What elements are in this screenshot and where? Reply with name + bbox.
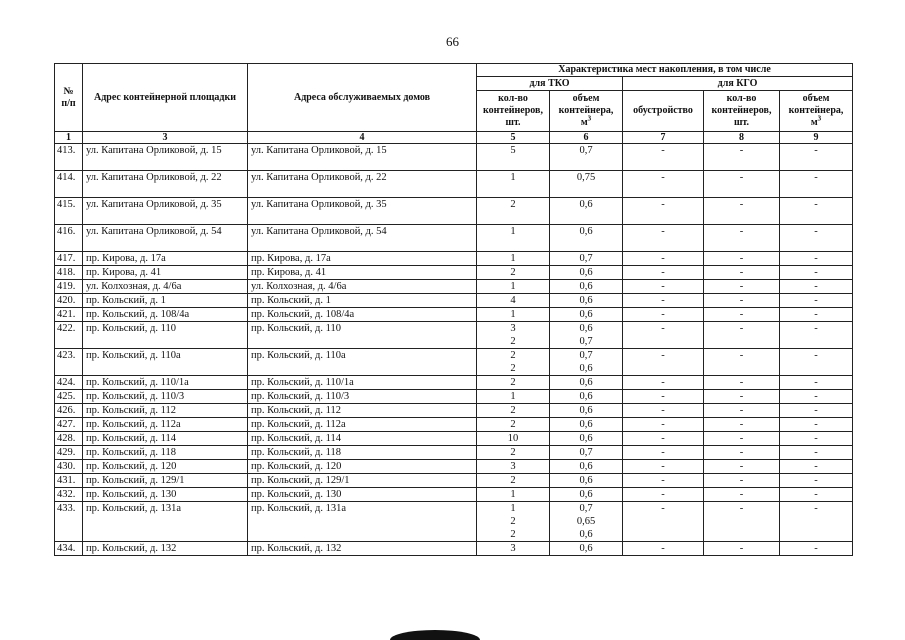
table-row <box>55 432 853 446</box>
site-address: пр. Кольский, д. 110а <box>83 349 248 376</box>
site-address: пр. Кольский, д. 112а <box>83 418 248 432</box>
kgo-count: - <box>704 474 780 488</box>
row-number: 434. <box>55 542 83 556</box>
row-number: 430. <box>55 460 83 474</box>
equipment: - <box>623 266 704 280</box>
table-row <box>55 198 853 225</box>
kgo-volume: - <box>780 252 853 266</box>
tko-volume-cell <box>550 308 623 322</box>
kgo-volume: - <box>780 502 853 542</box>
tko-count: 2 <box>510 267 516 278</box>
tko-volume-cell <box>550 460 623 474</box>
row-number: 424. <box>55 376 83 390</box>
row-number: 428. <box>55 432 83 446</box>
equipment: - <box>623 349 704 376</box>
scan-artifact <box>390 630 480 640</box>
kgo-volume: - <box>780 432 853 446</box>
tko-count-cell <box>477 266 550 280</box>
header-kgo-volume-sup: 3 <box>817 114 822 123</box>
tko-count: 2 <box>510 336 516 347</box>
header-tko-count: кол-во контейнеров, шт. <box>477 91 550 132</box>
tko-count-cell <box>477 404 550 418</box>
tko-volume: 0,6 <box>579 475 593 486</box>
tko-volume: 0,6 <box>579 433 593 444</box>
tko-volume: 0,6 <box>579 489 593 500</box>
tko-volume-cell <box>550 488 623 502</box>
site-address: пр. Кольский, д. 120 <box>83 460 248 474</box>
equipment: - <box>623 418 704 432</box>
row-number: 415. <box>55 198 83 225</box>
site-address: пр. Кирова, д. 41 <box>83 266 248 280</box>
tko-volume: 0,6 <box>579 267 593 278</box>
served-houses: ул. Колхозная, д. 4/6а <box>248 280 477 294</box>
tko-volume: 0,7 <box>579 447 593 458</box>
kgo-count: - <box>704 280 780 294</box>
equipment: - <box>623 322 704 349</box>
kgo-count: - <box>704 446 780 460</box>
tko-volume: 0,6 <box>579 363 593 374</box>
tko-count-cell <box>477 198 550 225</box>
table-row <box>55 404 853 418</box>
tko-volume: 0,7 <box>579 350 593 361</box>
equipment: - <box>623 460 704 474</box>
served-houses: пр. Кольский, д. 112 <box>248 404 477 418</box>
tko-count: 2 <box>510 516 516 527</box>
kgo-count: - <box>704 502 780 542</box>
table-row <box>55 225 853 252</box>
served-houses: пр. Кирова, д. 41 <box>248 266 477 280</box>
served-houses: ул. Капитана Орликовой, д. 54 <box>248 225 477 252</box>
header-tko: для ТКО <box>477 77 623 91</box>
equipment: - <box>623 502 704 542</box>
tko-volume: 0,7 <box>579 503 593 514</box>
equipment: - <box>623 432 704 446</box>
kgo-count: - <box>704 198 780 225</box>
equipment: - <box>623 474 704 488</box>
tko-count-cell <box>477 322 550 349</box>
table-row <box>55 266 853 280</box>
tko-volume-cell <box>550 432 623 446</box>
tko-count: 2 <box>510 363 516 374</box>
kgo-volume: - <box>780 446 853 460</box>
header-num: № п/п <box>55 64 83 132</box>
table-row <box>55 460 853 474</box>
site-address: пр. Кольский, д. 129/1 <box>83 474 248 488</box>
served-houses: ул. Капитана Орликовой, д. 22 <box>248 171 477 198</box>
tko-count-cell <box>477 349 550 376</box>
kgo-count: - <box>704 225 780 252</box>
kgo-volume: - <box>780 349 853 376</box>
tko-count-cell <box>477 225 550 252</box>
kgo-count: - <box>704 460 780 474</box>
table-row <box>55 171 853 198</box>
equipment: - <box>623 390 704 404</box>
served-houses: пр. Кольский, д. 108/4а <box>248 308 477 322</box>
tko-volume-cell <box>550 198 623 225</box>
site-address: пр. Кольский, д. 132 <box>83 542 248 556</box>
table-row <box>55 376 853 390</box>
kgo-count: - <box>704 390 780 404</box>
row-number: 423. <box>55 349 83 376</box>
header-tko-volume-sup: 3 <box>587 114 592 123</box>
kgo-count: - <box>704 294 780 308</box>
table-row <box>55 488 853 502</box>
tko-volume-cell <box>550 390 623 404</box>
served-houses: пр. Кирова, д. 17а <box>248 252 477 266</box>
served-houses: пр. Кольский, д. 110/3 <box>248 390 477 404</box>
row-number: 418. <box>55 266 83 280</box>
colnum: 3 <box>83 132 248 144</box>
kgo-volume: - <box>780 460 853 474</box>
colnum: 6 <box>550 132 623 144</box>
tko-count-cell <box>477 144 550 171</box>
tko-count: 2 <box>510 447 516 458</box>
kgo-volume: - <box>780 294 853 308</box>
row-number: 425. <box>55 390 83 404</box>
site-address: пр. Кольский, д. 131а <box>83 502 248 542</box>
row-number: 419. <box>55 280 83 294</box>
site-address: ул. Капитана Орликовой, д. 35 <box>83 198 248 225</box>
table-body <box>55 144 853 556</box>
kgo-volume: - <box>780 198 853 225</box>
kgo-volume: - <box>780 404 853 418</box>
colnum: 4 <box>248 132 477 144</box>
equipment: - <box>623 404 704 418</box>
tko-volume-cell <box>550 474 623 488</box>
tko-count: 2 <box>510 529 516 540</box>
page-number: 66 <box>446 34 459 49</box>
header-address: Адрес контейнерной площадки <box>83 64 248 132</box>
row-number: 413. <box>55 144 83 171</box>
served-houses: пр. Кольский, д. 129/1 <box>248 474 477 488</box>
tko-volume: 0,6 <box>579 529 593 540</box>
tko-volume-cell <box>550 252 623 266</box>
served-houses: пр. Кольский, д. 114 <box>248 432 477 446</box>
tko-volume: 0,6 <box>579 419 593 430</box>
header-equipment: обустройство <box>623 91 704 132</box>
site-address: пр. Кольский, д. 110/1а <box>83 376 248 390</box>
served-houses: пр. Кольский, д. 110/1а <box>248 376 477 390</box>
tko-count: 2 <box>510 377 516 388</box>
tko-count-cell <box>477 502 550 542</box>
equipment: - <box>623 252 704 266</box>
equipment: - <box>623 376 704 390</box>
equipment: - <box>623 280 704 294</box>
tko-volume-cell <box>550 404 623 418</box>
table-row <box>55 542 853 556</box>
equipment: - <box>623 308 704 322</box>
header-kgo-volume-text: объем контейнера, м <box>788 93 844 128</box>
table-row <box>55 294 853 308</box>
kgo-volume: - <box>780 322 853 349</box>
site-address: пр. Кольский, д. 108/4а <box>83 308 248 322</box>
equipment: - <box>623 446 704 460</box>
site-address: пр. Кольский, д. 110 <box>83 322 248 349</box>
colnum: 7 <box>623 132 704 144</box>
tko-volume: 0,6 <box>579 281 593 292</box>
equipment: - <box>623 488 704 502</box>
row-number: 416. <box>55 225 83 252</box>
colnum: 5 <box>477 132 550 144</box>
tko-count-cell <box>477 432 550 446</box>
kgo-count: - <box>704 322 780 349</box>
kgo-count: - <box>704 308 780 322</box>
tko-count-cell <box>477 171 550 198</box>
row-number: 427. <box>55 418 83 432</box>
kgo-count: - <box>704 404 780 418</box>
table-row <box>55 446 853 460</box>
tko-count-cell <box>477 542 550 556</box>
kgo-volume: - <box>780 474 853 488</box>
tko-volume: 0,7 <box>579 145 593 156</box>
tko-volume: 0,6 <box>579 405 593 416</box>
tko-volume: 0,7 <box>579 253 593 264</box>
row-number: 421. <box>55 308 83 322</box>
tko-volume: 0,75 <box>576 172 596 183</box>
site-address: пр. Кирова, д. 17а <box>83 252 248 266</box>
header-kgo: для КГО <box>623 77 853 91</box>
row-number: 432. <box>55 488 83 502</box>
column-numbers-row <box>55 132 853 144</box>
kgo-count: - <box>704 488 780 502</box>
site-address: пр. Кольский, д. 114 <box>83 432 248 446</box>
row-number: 433. <box>55 502 83 542</box>
tko-volume: 0,6 <box>579 461 593 472</box>
tko-volume-cell <box>550 322 623 349</box>
served-houses: пр. Кольский, д. 118 <box>248 446 477 460</box>
tko-volume: 0,6 <box>579 543 593 554</box>
tko-volume-cell <box>550 225 623 252</box>
equipment: - <box>623 198 704 225</box>
row-number: 414. <box>55 171 83 198</box>
kgo-count: - <box>704 376 780 390</box>
tko-count: 3 <box>510 323 516 334</box>
kgo-volume: - <box>780 171 853 198</box>
tko-volume-cell <box>550 376 623 390</box>
tko-volume: 0,6 <box>579 377 593 388</box>
tko-count: 3 <box>510 543 516 554</box>
tko-count: 2 <box>510 405 516 416</box>
table-row <box>55 349 853 376</box>
header-characteristics: Характеристика мест накопления, в том числе <box>477 64 853 77</box>
tko-count: 1 <box>510 226 516 237</box>
tko-count: 1 <box>510 281 516 292</box>
site-address: пр. Кольский, д. 130 <box>83 488 248 502</box>
tko-volume-cell <box>550 266 623 280</box>
site-address: пр. Кольский, д. 112 <box>83 404 248 418</box>
header-kgo-volume <box>780 91 853 132</box>
header-tko-volume <box>550 91 623 132</box>
row-number: 431. <box>55 474 83 488</box>
tko-count: 1 <box>510 391 516 402</box>
tko-count-cell <box>477 376 550 390</box>
kgo-count: - <box>704 542 780 556</box>
site-address: ул. Капитана Орликовой, д. 15 <box>83 144 248 171</box>
tko-count: 5 <box>510 145 516 156</box>
kgo-volume: - <box>780 542 853 556</box>
colnum: 8 <box>704 132 780 144</box>
kgo-volume: - <box>780 488 853 502</box>
served-houses: ул. Капитана Орликовой, д. 15 <box>248 144 477 171</box>
equipment: - <box>623 225 704 252</box>
tko-count: 2 <box>510 350 516 361</box>
kgo-count: - <box>704 418 780 432</box>
tko-count: 2 <box>510 475 516 486</box>
kgo-count: - <box>704 171 780 198</box>
tko-volume: 0,65 <box>576 516 596 527</box>
kgo-count: - <box>704 252 780 266</box>
tko-volume-cell <box>550 280 623 294</box>
colnum: 1 <box>55 132 83 144</box>
table-row <box>55 502 853 542</box>
kgo-count: - <box>704 266 780 280</box>
tko-count-cell <box>477 460 550 474</box>
header-tko-volume-text: объем контейнера, м <box>558 93 614 128</box>
tko-count: 1 <box>510 489 516 500</box>
kgo-count: - <box>704 144 780 171</box>
kgo-volume: - <box>780 418 853 432</box>
site-address: ул. Капитана Орликовой, д. 54 <box>83 225 248 252</box>
served-houses: ул. Капитана Орликовой, д. 35 <box>248 198 477 225</box>
served-houses: пр. Кольский, д. 112а <box>248 418 477 432</box>
row-number: 417. <box>55 252 83 266</box>
served-houses: пр. Кольский, д. 110а <box>248 349 477 376</box>
site-address: ул. Капитана Орликовой, д. 22 <box>83 171 248 198</box>
served-houses: пр. Кольский, д. 131а <box>248 502 477 542</box>
kgo-volume: - <box>780 225 853 252</box>
site-address: пр. Кольский, д. 110/3 <box>83 390 248 404</box>
tko-count: 3 <box>510 461 516 472</box>
header-served-houses: Адреса обслуживаемых домов <box>248 64 477 132</box>
tko-count-cell <box>477 308 550 322</box>
tko-count-cell <box>477 474 550 488</box>
kgo-volume: - <box>780 280 853 294</box>
tko-count: 10 <box>507 433 519 444</box>
header-row-1 <box>55 64 853 77</box>
tko-count: 1 <box>510 253 516 264</box>
site-address: пр. Кольский, д. 1 <box>83 294 248 308</box>
equipment: - <box>623 144 704 171</box>
row-number: 422. <box>55 322 83 349</box>
tko-count: 1 <box>510 503 516 514</box>
container-sites-table <box>54 63 853 556</box>
tko-count: 2 <box>510 199 516 210</box>
site-address: пр. Кольский, д. 118 <box>83 446 248 460</box>
tko-count: 1 <box>510 172 516 183</box>
tko-volume: 0,6 <box>579 226 593 237</box>
tko-volume-cell <box>550 418 623 432</box>
equipment: - <box>623 542 704 556</box>
table-row <box>55 474 853 488</box>
kgo-volume: - <box>780 266 853 280</box>
tko-count-cell <box>477 418 550 432</box>
table-row <box>55 390 853 404</box>
table-row <box>55 280 853 294</box>
tko-count: 1 <box>510 309 516 320</box>
tko-count-cell <box>477 252 550 266</box>
tko-count-cell <box>477 294 550 308</box>
table-row <box>55 252 853 266</box>
tko-volume-cell <box>550 542 623 556</box>
equipment: - <box>623 171 704 198</box>
tko-volume: 0,6 <box>579 199 593 210</box>
kgo-volume: - <box>780 144 853 171</box>
site-address: ул. Колхозная, д. 4/6а <box>83 280 248 294</box>
tko-count-cell <box>477 446 550 460</box>
tko-count-cell <box>477 280 550 294</box>
table-row <box>55 308 853 322</box>
table-row <box>55 322 853 349</box>
row-number: 420. <box>55 294 83 308</box>
tko-volume-cell <box>550 349 623 376</box>
tko-volume: 0,6 <box>579 323 593 334</box>
served-houses: пр. Кольский, д. 120 <box>248 460 477 474</box>
kgo-count: - <box>704 349 780 376</box>
tko-volume-cell <box>550 502 623 542</box>
colnum: 9 <box>780 132 853 144</box>
tko-count: 2 <box>510 419 516 430</box>
tko-count: 4 <box>510 295 516 306</box>
header-kgo-count: кол-во контейнеров, шт. <box>704 91 780 132</box>
tko-volume-cell <box>550 446 623 460</box>
kgo-volume: - <box>780 376 853 390</box>
row-number: 429. <box>55 446 83 460</box>
kgo-volume: - <box>780 390 853 404</box>
equipment: - <box>623 294 704 308</box>
kgo-count: - <box>704 432 780 446</box>
tko-volume-cell <box>550 144 623 171</box>
tko-volume-cell <box>550 171 623 198</box>
served-houses: пр. Кольский, д. 130 <box>248 488 477 502</box>
served-houses: пр. Кольский, д. 110 <box>248 322 477 349</box>
table-row <box>55 144 853 171</box>
tko-volume: 0,6 <box>579 309 593 320</box>
kgo-volume: - <box>780 308 853 322</box>
tko-volume: 0,6 <box>579 391 593 402</box>
tko-count-cell <box>477 390 550 404</box>
tko-volume: 0,6 <box>579 295 593 306</box>
tko-volume: 0,7 <box>579 336 593 347</box>
tko-count-cell <box>477 488 550 502</box>
row-number: 426. <box>55 404 83 418</box>
served-houses: пр. Кольский, д. 132 <box>248 542 477 556</box>
served-houses: пр. Кольский, д. 1 <box>248 294 477 308</box>
tko-volume-cell <box>550 294 623 308</box>
table-row <box>55 418 853 432</box>
